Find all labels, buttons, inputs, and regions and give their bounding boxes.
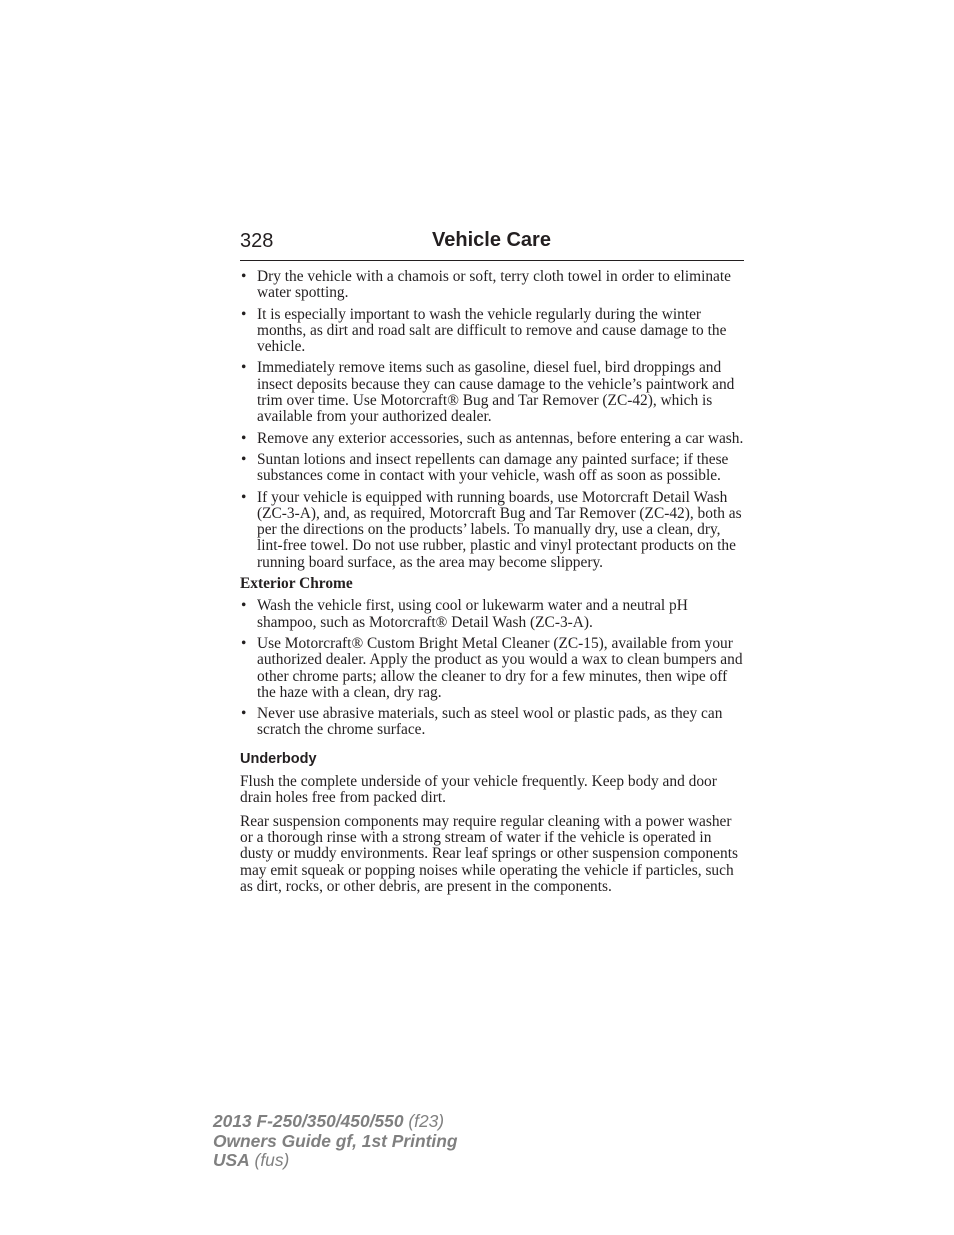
exterior-chrome-heading: Exterior Chrome [240, 575, 353, 593]
footer-line-model [213, 1112, 457, 1132]
washing-tips-list [240, 269, 744, 571]
list-item [240, 490, 744, 571]
list-item-text: Immediately remove items such as gasoline, diesel fuel, bird droppings and insect deposits because they can cause damage to the vehicle’s paintwork and trim over time. Use Motorcraft® Bug and Tar Remover (ZC-42), which is available from your authorized dealer. [257, 359, 735, 426]
footer-line-market [213, 1151, 457, 1171]
list-item-text: Remove any exterior accessories, such as antennas, before entering a car wash. [257, 429, 744, 447]
footer-model: 2013 F-250/350/450/550 [213, 1111, 404, 1131]
list-item-text: Use Motorcraft® Custom Bright Metal Cleaner (ZC-15), available from your authorized dealer. Apply the product as you would a wax to clean bumpers and other chrome parts; allow the cleaner to dry for a few minutes, then wipe off the haze with a clean, dry rag. [257, 634, 743, 701]
underbody-paragraph: Flush the complete underside of your vehicle frequently. Keep body and door drain holes free from packed dirt. [240, 773, 717, 807]
list-item [240, 360, 744, 425]
list-item [240, 452, 744, 485]
bullet-icon: • [241, 634, 247, 652]
bullet-icon: • [241, 450, 247, 468]
page-footer [213, 1112, 457, 1171]
page-content [240, 269, 744, 902]
list-item-text: Never use abrasive materials, such as steel wool or plastic pads, as they can scratch the chrome surface. [257, 705, 723, 739]
list-item [240, 269, 744, 302]
list-item [240, 598, 744, 631]
bullet-icon: • [241, 705, 247, 723]
underbody-heading: Underbody [240, 750, 317, 767]
footer-market-code: (fus) [249, 1150, 290, 1170]
bullet-icon: • [241, 268, 247, 285]
section-title: Vehicle Care [432, 229, 551, 251]
bullet-icon: • [241, 429, 247, 447]
list-item-text: Dry the vehicle with a chamois or soft, terry cloth towel in order to eliminate water spotting. [257, 268, 731, 302]
bullet-icon: • [241, 305, 247, 323]
bullet-icon: • [241, 597, 247, 615]
list-item [240, 307, 744, 356]
list-item [240, 431, 744, 447]
list-item-text: If your vehicle is equipped with running boards, use Motorcraft Detail Wash (ZC-3-A), and, as required, Motorcraft Bug and Tar Remover (ZC-42), both as per the directions on the products’ labels. To manually dry, use a clean, dry, lint-free towel. Do not use rubber, plastic and vinyl protectant products on the running board surface, as the area may become slippery. [257, 488, 742, 571]
footer-line-guide [213, 1132, 457, 1152]
list-item [240, 706, 744, 739]
underbody-paragraph: Rear suspension components may require regular cleaning with a power washer or a thorough rinse with a strong stream of water if the vehicle is operated in dusty or muddy environments. Rear leaf springs or other suspension components may emit squeak or popping noises while operating the vehicle if particles, such as dirt, rocks, or other debris, are present in the components. [240, 812, 738, 895]
list-item-text: Wash the vehicle first, using cool or lukewarm water and a neutral pH shampoo, such as Motorcraft® Detail Wash (ZC-3-A). [257, 597, 688, 631]
footer-guide: Owners Guide gf, 1st Printing [213, 1130, 458, 1151]
exterior-chrome-list [240, 598, 744, 738]
footer-market: USA [213, 1150, 250, 1170]
bullet-icon: • [241, 359, 247, 377]
footer-model-code: (f23) [403, 1111, 445, 1131]
list-item-text: Suntan lotions and insect repellents can damage any painted surface; if these substances come in contact with your vehicle, wash off as soon as possible. [257, 450, 729, 485]
list-item [240, 636, 744, 701]
list-item-text: It is especially important to wash the vehicle regularly during the winter months, as dirt and road salt are difficult to remove and cause damage to the vehicle. [257, 305, 727, 356]
page-header [240, 228, 744, 261]
bullet-icon: • [241, 488, 247, 506]
page-number: 328 [240, 230, 274, 252]
